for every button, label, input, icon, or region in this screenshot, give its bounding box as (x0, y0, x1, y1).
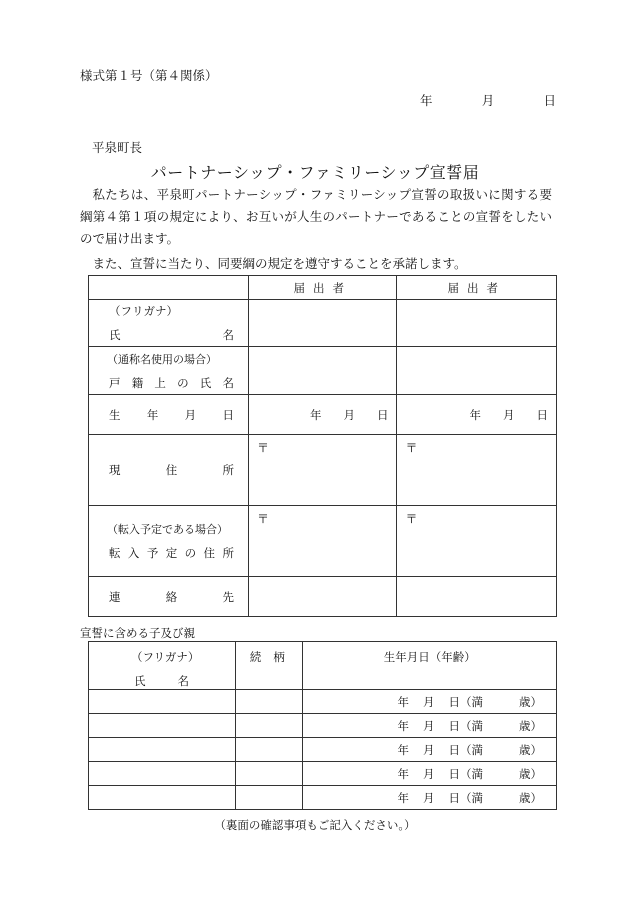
koseki-name-field-2[interactable] (397, 347, 557, 395)
address-field-2[interactable] (397, 435, 557, 506)
child-relation-field[interactable] (235, 738, 303, 762)
header-applicant-1: 届出者 (249, 276, 397, 300)
furigana-label: （ フ リ ガ ナ ） (109, 304, 178, 318)
child-parent-row (89, 714, 557, 738)
child-relation-field[interactable] (235, 762, 303, 786)
move-in-address-label: 転 入 予 定 の 住 所 (109, 546, 234, 560)
koseki-name-field-1[interactable] (249, 347, 397, 395)
date-day: 日 (543, 93, 556, 108)
birthdate-header: 生年月日（年齢） (303, 642, 557, 690)
child-birthdate-field[interactable]: 年 月 日（満 歳） (303, 690, 557, 714)
move-in-field-2[interactable] (397, 506, 557, 577)
children-parents-table (88, 641, 557, 810)
name-header-label: 氏 名 (134, 674, 189, 688)
header-applicant-2: 届出者 (397, 276, 557, 300)
name-label: 氏 名 (109, 328, 234, 342)
contact-label-cell (89, 577, 249, 617)
document-title: パートナーシップ・ファミリーシップ宣誓届 (150, 163, 480, 182)
address-label: 現 住 所 (109, 463, 234, 477)
submission-date (420, 91, 556, 109)
child-parent-row (89, 690, 557, 714)
birthdate-label: 生 年 月 日 (109, 407, 234, 422)
header-empty-cell (89, 276, 249, 300)
child-relation-field[interactable] (235, 786, 303, 810)
date-year: 年 (420, 93, 433, 108)
child-relation-field[interactable] (235, 690, 303, 714)
child-relation-field[interactable] (235, 714, 303, 738)
postal-mark: 〒 (405, 512, 418, 526)
footnote: （裏面の確認事項もご記入ください。） (214, 818, 416, 832)
postal-mark: 〒 (405, 441, 418, 455)
koseki-name-label: 戸 籍 上 の 氏 名 (109, 375, 234, 390)
furigana-header: （フリガナ） (131, 650, 200, 664)
koseki-label-cell (89, 347, 249, 395)
relation-header: 続 柄 (235, 642, 303, 690)
alias-note: （通称名使用の場合） (107, 352, 217, 366)
consent-paragraph: また、宣誓に当たり、同要綱の規定を遵守することを承諾します。 (92, 256, 467, 271)
name-label-cell (89, 300, 249, 347)
postal-mark: 〒 (257, 512, 270, 526)
name-field-2[interactable] (397, 300, 557, 347)
date-month: 月 (481, 93, 495, 108)
applicant-table (88, 275, 557, 617)
address-label-cell (89, 435, 249, 506)
child-birthdate-field[interactable]: 年 月 日（満 歳） (303, 786, 557, 810)
contact-field-1[interactable] (249, 577, 397, 617)
birthdate-label-cell (89, 395, 249, 435)
child-name-field[interactable] (89, 714, 236, 738)
address-field-1[interactable] (249, 435, 397, 506)
move-in-note: （転入予定である場合） (107, 523, 228, 536)
birthdate-field-2[interactable]: 年 月 日 (397, 395, 557, 435)
child-birthdate-field[interactable]: 年 月 日（満 歳） (303, 762, 557, 786)
child-birthdate-field[interactable]: 年 月 日（満 歳） (303, 738, 557, 762)
contact-field-2[interactable] (397, 577, 557, 617)
child-birthdate-field[interactable]: 年 月 日（満 歳） (303, 714, 557, 738)
child-name-field[interactable] (89, 738, 236, 762)
child-parent-row (89, 762, 557, 786)
move-in-label-cell (89, 506, 249, 577)
form-number: 様式第１号（第４関係） (80, 68, 218, 83)
name-header (89, 642, 236, 690)
child-name-field[interactable] (89, 690, 236, 714)
child-parent-row (89, 738, 557, 762)
addressee: 平泉町長 (92, 140, 143, 155)
contact-label: 連 絡 先 (109, 589, 234, 604)
name-field-1[interactable] (249, 300, 397, 347)
postal-mark: 〒 (257, 441, 270, 455)
declaration-paragraph: 私たちは、平泉町パートナーシップ・ファミリーシップ宣誓の取扱いに関する要綱第４第１項の規定により、お互いが人生のパートナーであることの宣誓をしたいので届け出ます。 (80, 187, 552, 246)
child-name-field[interactable] (89, 762, 236, 786)
child-name-field[interactable] (89, 786, 236, 810)
children-parents-section-title: 宣誓に含める子及び親 (80, 626, 195, 640)
birthdate-field-1[interactable]: 年 月 日 (249, 395, 397, 435)
move-in-field-1[interactable] (249, 506, 397, 577)
child-parent-row (89, 786, 557, 810)
